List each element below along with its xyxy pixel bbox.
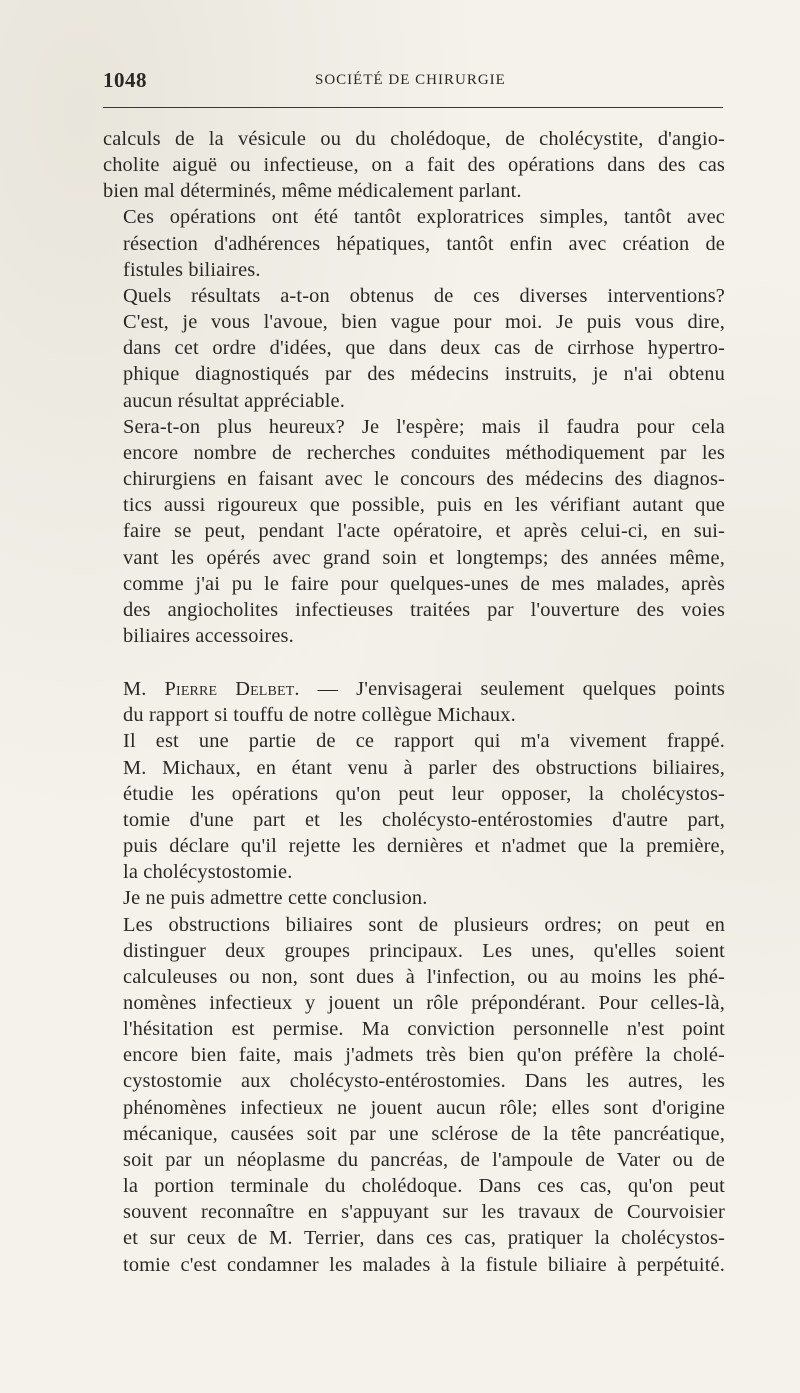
text-line: cystostomie aux cholécysto-entérostomies. Dans les autres, les [123,1070,725,1093]
text-line: Quels résultats a-t-on obtenus de ces diverses interventions? [123,284,725,307]
speaker-paragraph [103,676,725,728]
text-line: biliaires accessoires. [123,624,294,647]
paragraph-results [103,283,725,414]
text-line: Je ne puis admettre cette conclusion. [123,887,428,910]
text-line: C'est, je vous l'avoue, bien vague pour moi. Je puis vous dire, [123,311,725,334]
speaker-line-rest: . — J'envisagerai seulement quelques points [294,678,725,701]
text-line: tomie d'une part et les cholécysto-entérostomies d'autre part, [123,808,725,831]
section-gap [103,649,725,676]
paragraph-report [103,728,725,885]
text-line: nomènes infectieux y jouent un rôle prépondérant. Pour celles-là, [123,992,725,1014]
text-line: encore nombre de recherches conduites méthodiquement par les [123,441,725,464]
paragraph-obstructions [103,912,725,1278]
text-line: aucun résultat appréciable. [123,389,346,412]
text-line [103,676,725,702]
text-line: phénomènes infectieux ne jouent aucun rôle; elles sont d'origine [123,1096,725,1119]
text-line: vant les opérés avec grand soin et longtemps; des années même, [123,546,725,569]
text-line: et sur ceux de M. Terrier, dans ces cas, pratiquer la cholécystos- [123,1227,725,1250]
text-line: dans cet ordre d'idées, que dans deux cas de cirrhose hypertro- [123,337,725,360]
text-line: calculeuses ou non, sont dues à l'infection, ou au moins les phé- [123,965,725,988]
text-line: faire se peut, pendant l'acte opératoire, et après celui-ci, en sui- [123,520,725,543]
body-text [103,126,725,1278]
text-line: Les obstructions biliaires sont de plusieurs ordres; on peut en [123,913,725,936]
paragraph-conclusion [103,885,725,911]
speaker-name: Pierre Delbet [164,678,295,701]
text-line: l'hésitation est permise. Ma conviction personnelle n'est point [123,1018,725,1041]
text-line: phique diagnostiqués par des médecins instruits, je n'ai obtenu [123,363,725,386]
text-line: résection d'adhérences hépatiques, tantôt enfin avec création de [123,232,725,255]
text-line: la portion terminale du cholédoque. Dans ces cas, qu'on peut [123,1175,725,1198]
text-line: cholite aiguë ou infectieuse, on a fait des opérations dans des cas [103,154,725,177]
text-line: encore bien faite, mais j'admets très bien qu'on préfère la cholé- [123,1044,725,1067]
journal-title: SOCIÉTÉ DE CHIRURGIE [315,72,506,88]
header-rule [103,107,723,108]
running-head [103,68,723,96]
text-line: souvent reconnaître en s'appuyant sur les travaux de Courvoisier [123,1201,725,1224]
text-line: distinguer deux groupes principaux. Les unes, qu'elles soient [123,939,725,962]
text-line: mécanique, causées soit par une sclérose de la tête pancréatique, [123,1122,725,1145]
text-line: des angiocholites infectieuses traitées par l'ouverture des voies [123,598,725,621]
paragraph-continuation [103,126,725,204]
text-line: du rapport si touffu de notre collègue Michaux. [123,704,516,727]
text-line: étudie les opérations qu'on peut leur opposer, la cholécystos- [123,782,725,805]
text-line: bien mal déterminés, même médicalement parlant. [103,180,522,203]
page-number: 1048 [103,68,147,92]
text-line: la cholécystostomie. [123,861,293,884]
text-line: Ces opérations ont été tantôt exploratrices simples, tantôt avec [123,206,725,229]
text-line: tomie c'est condamner les malades à la fistule biliaire à perpétuité. [123,1253,725,1276]
text-line: M. Michaux, en étant venu à parler des obstructions biliaires, [123,756,725,779]
paragraph-operations [103,204,725,282]
speaker-prefix: M. [123,678,165,701]
paragraph-hope [103,414,725,649]
text-line: fistules biliaires. [123,258,261,281]
text-line: comme j'ai pu le faire pour quelques-unes de mes malades, après [123,572,725,595]
text-line: puis déclare qu'il rejette les dernières et n'admet que la première, [123,835,725,858]
text-line: chirurgiens en faisant avec le concours des médecins des diagnos- [123,468,725,491]
text-line: Sera-t-on plus heureux? Je l'espère; mais il faudra pour cela [123,415,725,438]
text-line: Il est une partie de ce rapport qui m'a vivement frappé. [123,730,725,753]
text-line: calculs de la vésicule ou du cholédoque, de cholécystite, d'angio- [103,128,725,150]
text-line: soit par un néoplasme du pancréas, de l'ampoule de Vater ou de [123,1148,725,1171]
text-line: tics aussi rigoureux que possible, puis en les vérifiant autant que [123,494,725,517]
